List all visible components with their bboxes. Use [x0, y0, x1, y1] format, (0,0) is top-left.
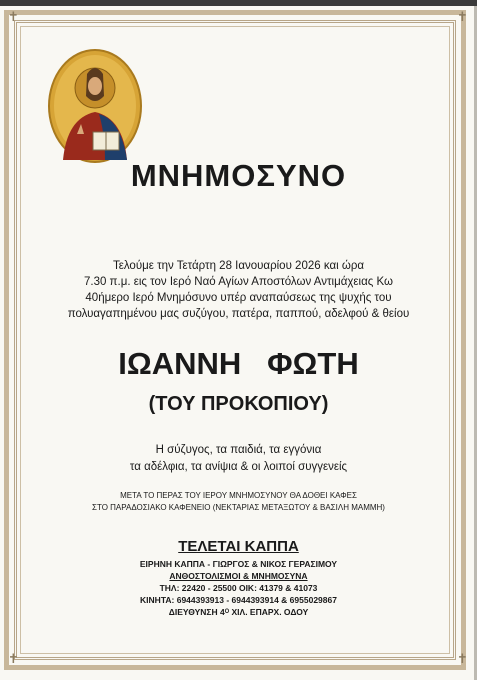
family-line: τα αδέλφια, τα ανίψια & οι λοιποί συγγενείς	[129, 461, 348, 473]
funeral-home-name: ΤΕΛΕΤΑΙ ΚΑΠΠΑ	[178, 538, 299, 555]
funeral-home-services: ΑΝΘΟΣΤΟΛΙΣΜΟΙ & ΜΝΗΜΟΣΥΝΑ	[169, 571, 308, 581]
cross-icon: ✝	[457, 652, 468, 667]
intro-line: 7.30 π.μ. εις τον Ιερό Ναό Αγίων Αποστόλων Αντιμάχειας Κω	[83, 276, 393, 288]
cross-icon: ✝	[457, 10, 468, 25]
notice-line: ΜΕΤΑ ΤΟ ΠΕΡΑΣ ΤΟΥ ΙΕΡΟΥ ΜΝΗΜΟΣΥΝΟΥ ΘΑ ΔΟΘΕΙ ΚΑΦΕΣ	[120, 491, 357, 500]
christ-pantocrator-icon	[47, 48, 143, 164]
page-title: ΜΝΗΜΟΣΥΝΟ	[130, 158, 347, 193]
funeral-home-owners: ΕΙΡΗΝΗ ΚΑΠΠΑ - ΓΙΩΡΓΟΣ & ΝΙΚΟΣ ΓΕΡΑΣΙΜΟΥ	[139, 559, 338, 569]
cross-icon: ✝	[8, 10, 19, 25]
funeral-home-phones: ΤΗΛ: 22420 - 25500 ΟΙΚ: 41379 & 41073	[159, 583, 318, 593]
family-line: Η σύζυγος, τα παιδιά, τα εγγόνια	[155, 444, 322, 456]
notice-line: ΣΤΟ ΠΑΡΑΔΟΣΙΑΚΟ ΚΑΦΕΝΕΙΟ (ΝΕΚΤΑΡΙΑΣ ΜΕΤΑΞΩΤΟΥ & ΒΑΣΙΛΗ ΜΑΜΜΗ)	[92, 503, 385, 512]
intro-line: 40ήμερο Ιερό Μνημόσυνο υπέρ αναπαύσεως της ψυχής του	[85, 292, 392, 304]
deceased-father: (ΤΟΥ ΠΡΟΚΟΠΙΟΥ)	[148, 393, 329, 415]
deceased-name: ΙΩΑΝΝΗ ΦΩΤΗ	[118, 346, 359, 381]
funeral-home-mobiles: ΚΙΝΗΤΑ: 6944393913 - 6944393914 & 6955029867	[140, 595, 337, 605]
cross-icon: ✝	[8, 652, 19, 667]
intro-line: πολυαγαπημένου μας συζύγου, πατέρα, παππού, αδελφού & θείου	[67, 308, 410, 320]
funeral-home-address: ΔΙΕΥΘΥΝΣΗ 4ᴼ ΧΙΛ. ΕΠΑΡΧ. ΟΔΟΥ	[168, 607, 309, 617]
intro-line: Τελούμε την Τετάρτη 28 Ιανουαρίου 2026 και ώρα	[112, 260, 365, 272]
